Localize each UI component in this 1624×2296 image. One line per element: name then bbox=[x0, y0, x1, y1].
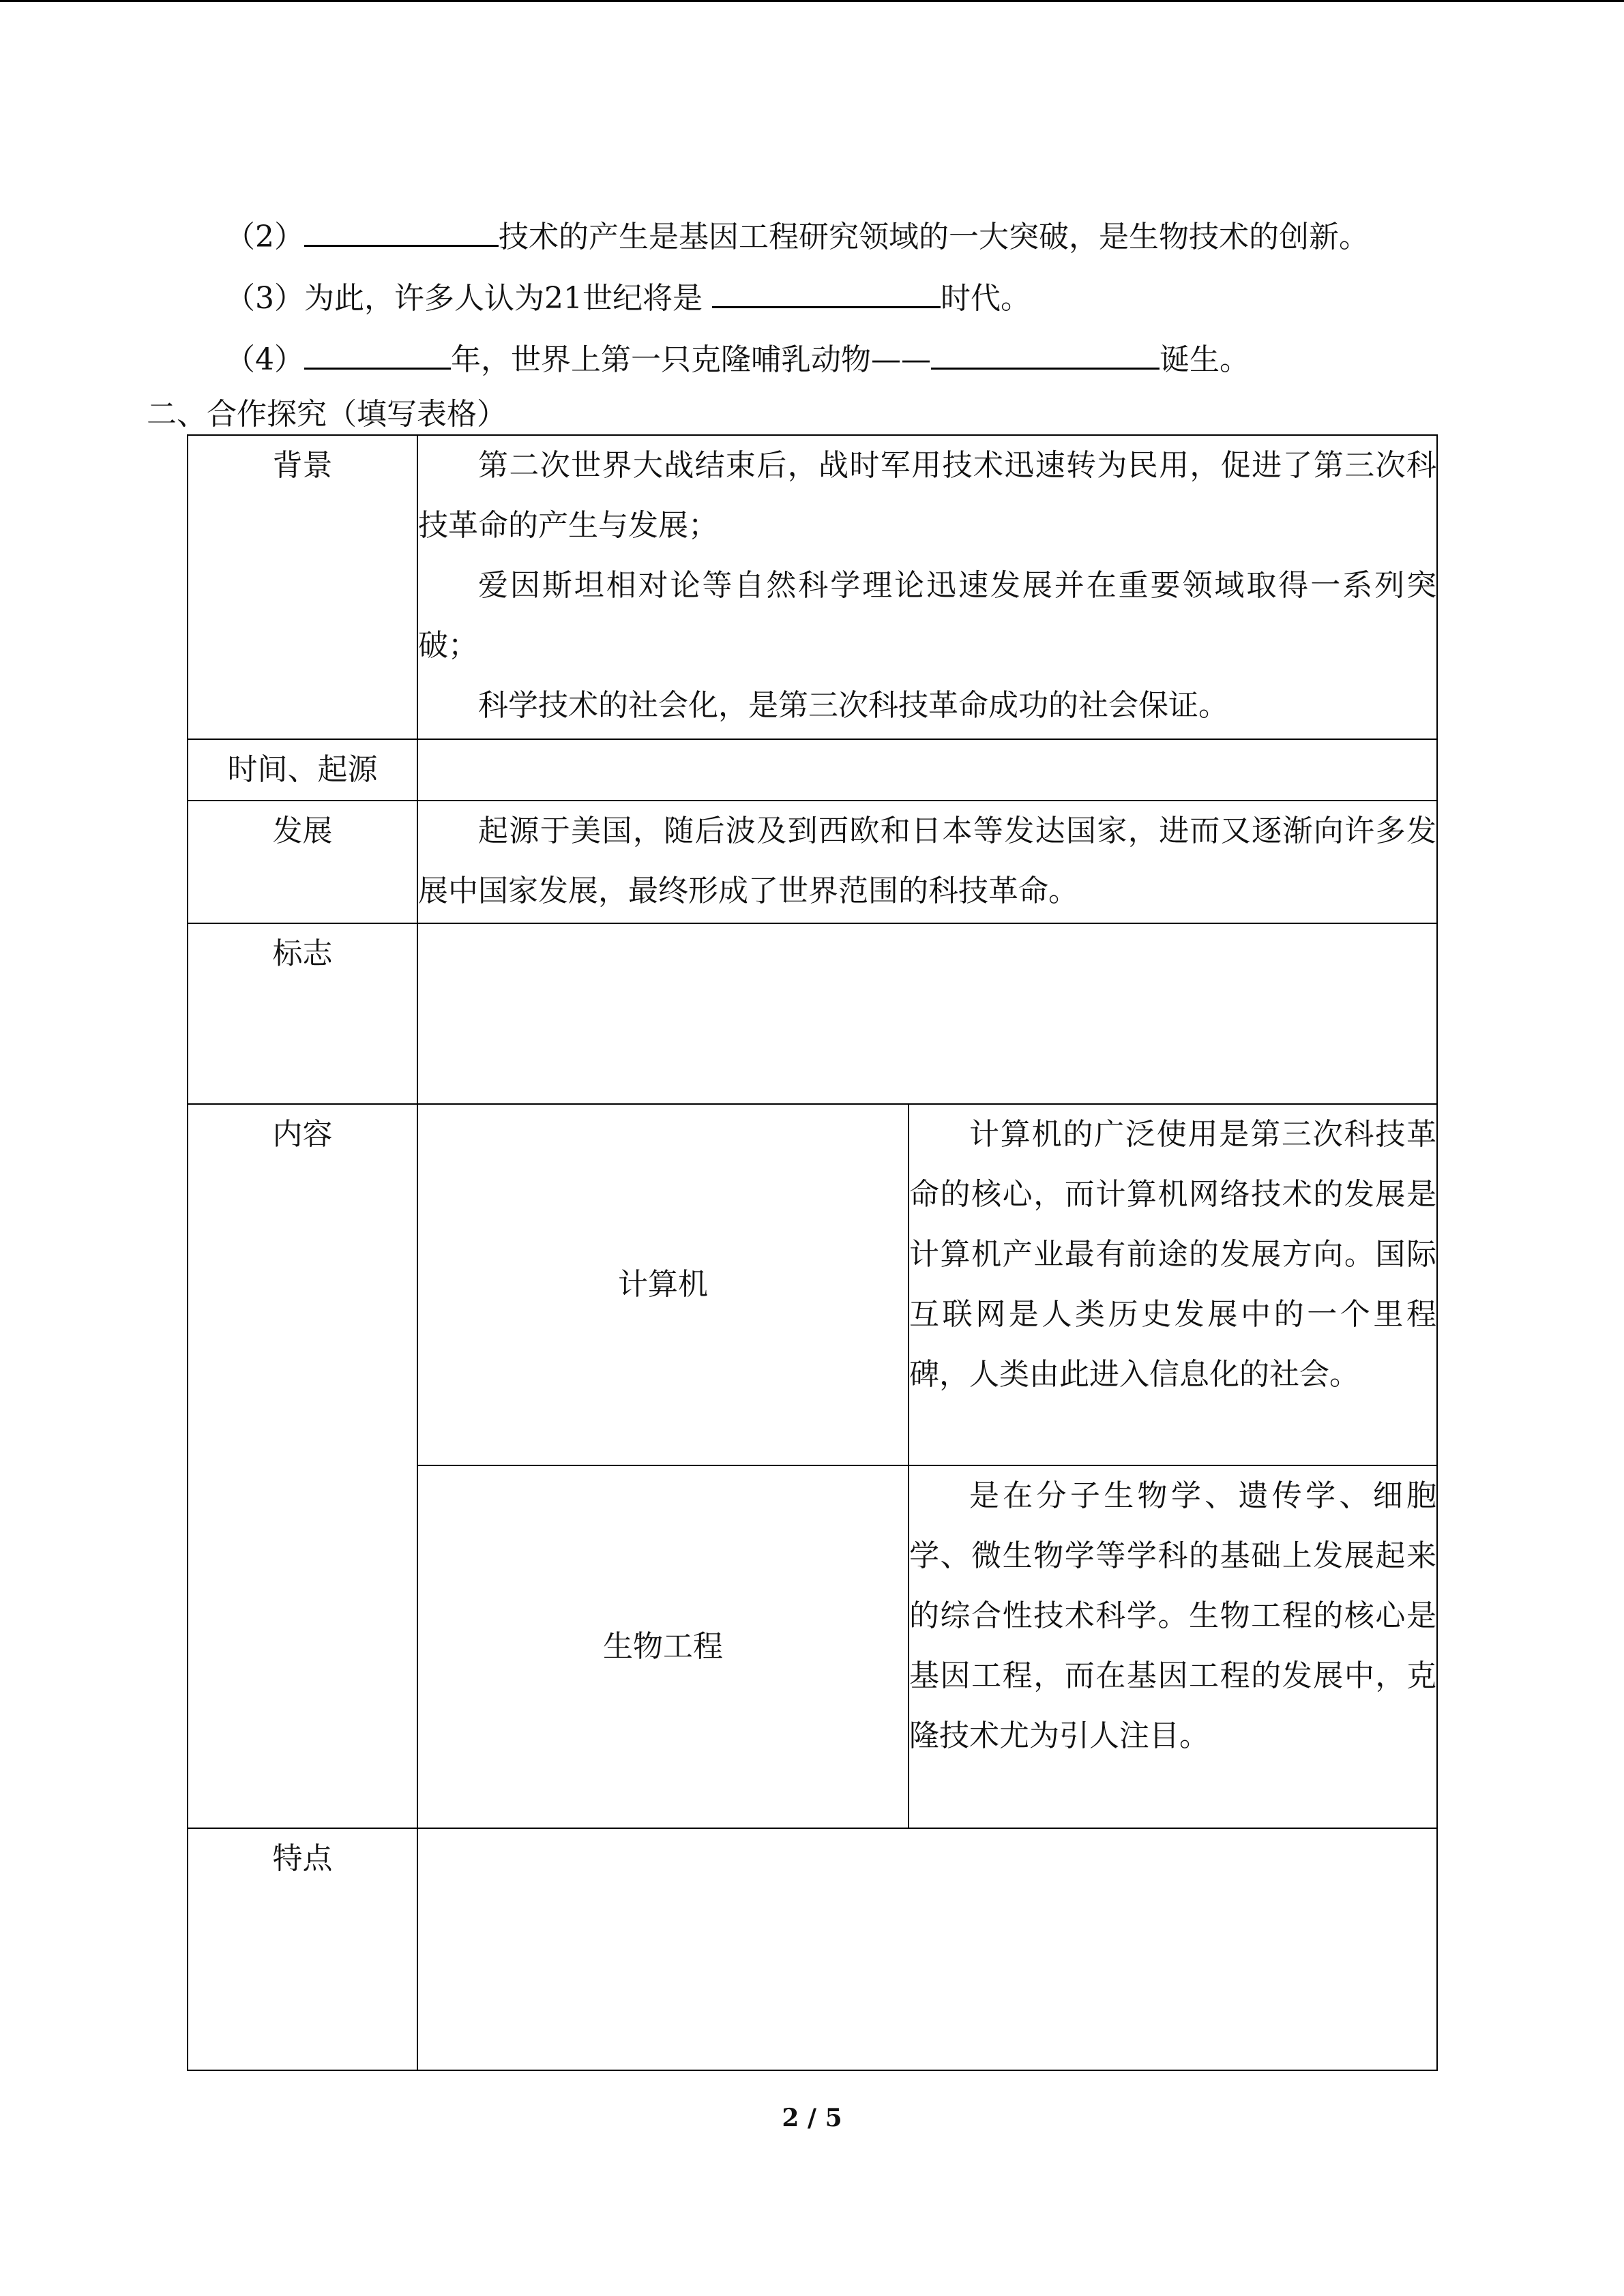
section-title: 二、合作探究（填写表格） bbox=[147, 397, 507, 432]
row-sign bbox=[188, 923, 1437, 1104]
page-number: 2 / 5 bbox=[782, 2104, 842, 2132]
background-cell bbox=[417, 435, 1437, 739]
time-origin-label: 时间、起源 bbox=[188, 739, 417, 801]
row-development bbox=[188, 801, 1437, 923]
question-3-prefix: （3）为此，许多人认为21世纪将是 bbox=[225, 281, 712, 316]
content-bio-name: 生物工程 bbox=[417, 1465, 909, 1828]
row-time-origin bbox=[188, 739, 1437, 801]
background-paragraph: 爱因斯坦相对论等自然科学理论迅速发展并在重要领域取得一系列突破； bbox=[418, 568, 1436, 663]
development-cell: 起源于美国，随后波及到西欧和日本等发达国家，进而又逐渐向许多发展中国家发展，最终形成了世界范围的科技革命。 bbox=[417, 801, 1437, 923]
row-background bbox=[188, 435, 1437, 739]
question-4-middle: 年，世界上第一只克隆哺乳动物—— bbox=[451, 342, 931, 377]
exploration-table bbox=[187, 434, 1438, 2071]
background-paragraph: 科学技术的社会化，是第三次科技革命成功的社会保证。 bbox=[478, 688, 1228, 723]
content-label: 内容 bbox=[188, 1104, 417, 1828]
question-4-prefix: （4） bbox=[225, 342, 304, 377]
answer-blank-2[interactable] bbox=[304, 215, 499, 247]
question-2-prefix: （2） bbox=[225, 220, 304, 254]
question-2 bbox=[225, 215, 1369, 258]
answer-blank-3[interactable] bbox=[712, 276, 941, 308]
question-4-text: 诞生。 bbox=[1160, 342, 1250, 377]
feature-cell[interactable] bbox=[417, 1828, 1437, 2070]
time-origin-cell[interactable] bbox=[417, 739, 1437, 801]
sign-label: 标志 bbox=[188, 923, 417, 1104]
question-4 bbox=[225, 338, 1250, 381]
question-3 bbox=[225, 276, 1031, 319]
answer-blank-4a[interactable] bbox=[304, 338, 451, 370]
row-content-computer bbox=[188, 1104, 1437, 1465]
row-feature bbox=[188, 1828, 1437, 2070]
answer-blank-4b[interactable] bbox=[931, 338, 1160, 370]
content-computer-name: 计算机 bbox=[417, 1104, 909, 1465]
sign-cell[interactable] bbox=[417, 923, 1437, 1104]
background-label: 背景 bbox=[188, 435, 417, 739]
top-border-line bbox=[0, 0, 1624, 2]
question-3-text: 时代。 bbox=[940, 281, 1031, 316]
development-label: 发展 bbox=[188, 801, 417, 923]
content-bio-text: 是在分子生物学、遗传学、细胞学、微生物学等学科的基础上发展起来的综合性技术科学。生物工程的核心是基因工程，而在基因工程的发展中，克隆技术尤为引人注目。 bbox=[909, 1465, 1437, 1828]
content-computer-text: 计算机的广泛使用是第三次科技革命的核心，而计算机网络技术的发展是计算机产业最有前途的发展方向。国际互联网是人类历史发展中的一个里程碑，人类由此进入信息化的社会。 bbox=[909, 1104, 1437, 1465]
feature-label: 特点 bbox=[188, 1828, 417, 2070]
question-2-text: 技术的产生是基因工程研究领域的一大突破，是生物技术的创新。 bbox=[499, 220, 1369, 254]
background-paragraph: 第二次世界大战结束后，战时军用技术迅速转为民用，促进了第三次科技革命的产生与发展； bbox=[418, 448, 1436, 543]
